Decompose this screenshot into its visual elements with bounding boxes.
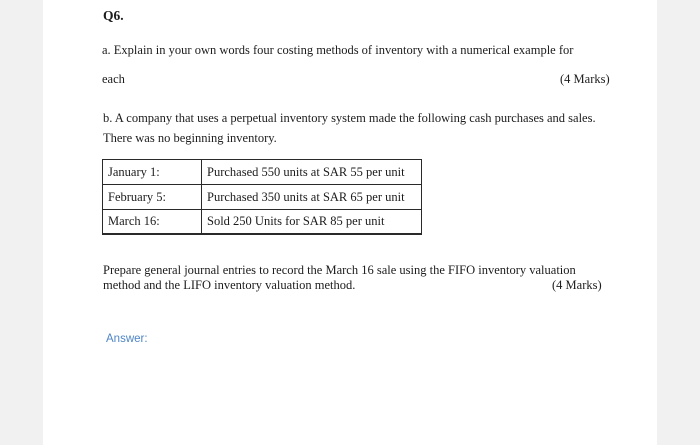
part-b-line-2: There was no beginning inventory. — [103, 131, 277, 145]
document-page — [43, 0, 657, 445]
table-cell-date: March 16: — [103, 210, 202, 235]
table-row — [103, 160, 422, 185]
part-c-marks: (4 Marks) — [552, 278, 602, 292]
table-row — [103, 185, 422, 210]
answer-label: Answer: — [106, 333, 148, 345]
part-a-line-1: a. Explain in your own words four costing methods of inventory with a numerical example for — [102, 43, 574, 57]
part-b-line-1: b. A company that uses a perpetual inventory system made the following cash purchases and sales. — [103, 111, 596, 125]
part-a-line-2: each — [102, 72, 125, 86]
table-row — [103, 210, 422, 235]
question-number: Q6. — [103, 8, 124, 23]
table-cell-date: February 5: — [103, 185, 202, 210]
table-cell-detail: Sold 250 Units for SAR 85 per unit — [202, 210, 422, 235]
table-cell-detail: Purchased 550 units at SAR 55 per unit — [202, 160, 422, 185]
part-a-marks: (4 Marks) — [560, 72, 610, 86]
part-c-line-1: Prepare general journal entries to record the March 16 sale using the FIFO inventory valuation — [103, 263, 576, 277]
table-cell-detail: Purchased 350 units at SAR 65 per unit — [202, 185, 422, 210]
transactions-table — [102, 159, 422, 235]
part-c-line-2: method and the LIFO inventory valuation method. — [103, 278, 356, 292]
table-cell-date: January 1: — [103, 160, 202, 185]
